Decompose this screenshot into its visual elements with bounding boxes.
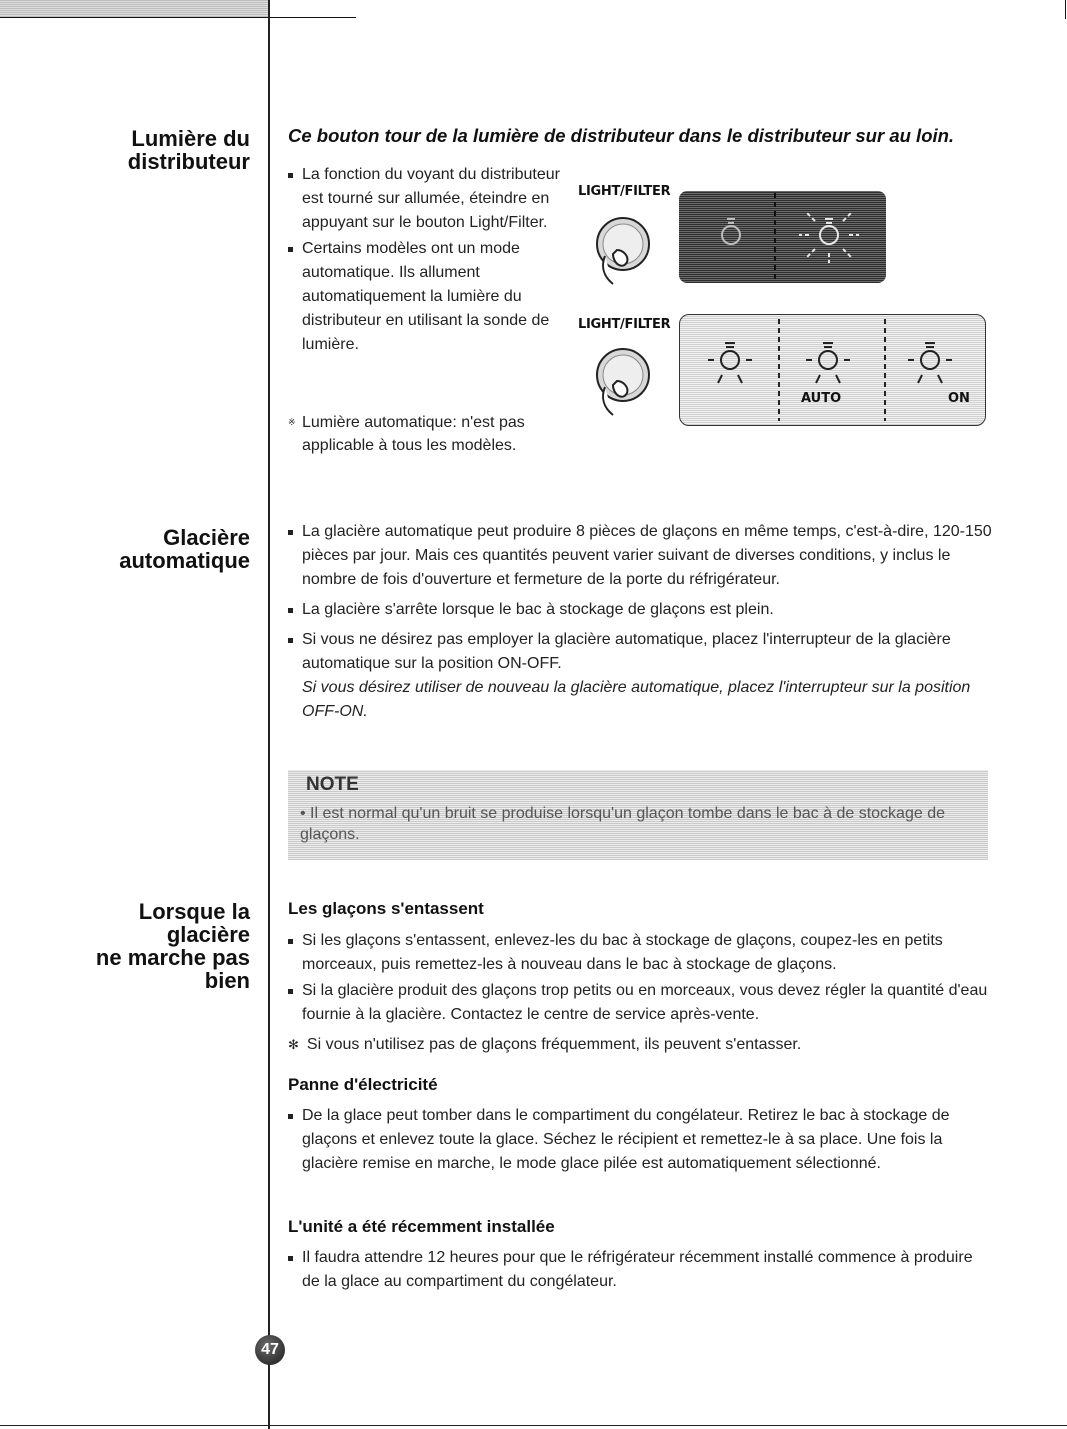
mode-auto-label: AUTO (801, 391, 842, 406)
section-title-dispenser-light: Lumière du distributeur (127, 126, 250, 174)
list-item: La glacière automatique peut produire 8 pièces de glaçons en même temps, c'est-à-dire, 120-150 pièces par jour. Mais ces quantités peuvent varier suivant de diverses conditions, y inclus le nombre de fois d'ouverture et fermeture de la porte du réfrigérateur. (288, 520, 993, 592)
note-title: NOTE (306, 774, 359, 795)
subheading-recently-installed: L'unité a été récemment installée (288, 1217, 555, 1236)
header-rule (0, 17, 356, 18)
note-box (288, 770, 988, 860)
tip-asterisk-icon: ✻ (288, 1037, 299, 1052)
finger-press-icon (583, 345, 659, 421)
light-filter-label-1: LIGHT/FILTER (578, 184, 671, 199)
section-title-troubleshooting: Lorsque la glacière ne marche pas bien (95, 899, 250, 993)
dispenser-light-heading: Ce bouton tour de la lumière de distributeur dans le distributeur sur au loin. (288, 125, 955, 146)
list-item-text: Si vous ne désirez pas employer la glacière automatique, placez l'interrupteur de la glacière automatique sur la position ON-OFF. (302, 631, 951, 672)
header-right-edge (1065, 0, 1066, 19)
tip-line (288, 1033, 801, 1057)
subheading-power-failure: Panne d'électricité (288, 1075, 438, 1094)
recently-installed-list (288, 1246, 988, 1296)
list-item: La fonction du voyant du distributeur est tourné sur allumée, éteindre en appuyant sur le bouton Light/Filter. (288, 163, 568, 235)
list-item: De la glace peut tomber dans le compartiment du congélateur. Retirez le bac à stockage de glaçons et enlevez toute la glace. Séchez le récipient et remettez-le à sa place. Une fois la glacière remise en marche, le mode glace pilée est automatiquement sélectionné. (288, 1104, 988, 1176)
subheading-ice-clumps: Les glaçons s'entassent (288, 899, 484, 918)
header-tab (0, 0, 270, 17)
note-mark-icon: ※ (288, 417, 296, 427)
icemaker-list (288, 520, 993, 730)
list-item: La glacière s'arrête lorsque le bac à stockage de glaçons est plein. (288, 598, 993, 622)
power-failure-list (288, 1104, 988, 1178)
dispenser-light-list (288, 163, 568, 359)
mode-on-label: ON (948, 391, 970, 406)
margin-vertical-rule (268, 0, 270, 1429)
list-item: Si les glaçons s'entassent, enlevez-les du bac à stockage de glaçons, coupez-les en petits morceaux, puis remettez-les à nouveau dans le bac à stockage de glaçons. (288, 929, 988, 977)
bottom-rule (0, 1425, 1067, 1426)
light-mode-icons (680, 315, 985, 425)
finger-press-icon (583, 214, 659, 290)
auto-light-note-text: Lumière automatique: n'est pas applicable à tous les modèles. (302, 414, 525, 454)
list-item-continuation: Si vous désirez utiliser de nouveau la glacière automatique, placez l'interrupteur sur la position OFF-ON. (302, 679, 971, 720)
page-number-badge: 47 (255, 1335, 285, 1365)
list-item (288, 628, 993, 724)
auto-light-note (288, 411, 572, 457)
note-text: • Il est normal qu'un bruit se produise lorsqu'un glaçon tombe dans le bac à de stockage de glaçons. (300, 805, 945, 843)
list-item: Certains modèles ont un mode automatique. Ils allument automatiquement la lumière du distributeur en utilisant la sonde de lumière. (288, 237, 568, 357)
tip-text: Si vous n'utilisez pas de glaçons fréquemment, ils peuvent s'entasser. (306, 1036, 802, 1053)
dispenser-display-dark (679, 191, 886, 283)
list-item: Il faudra attendre 12 heures pour que le réfrigérateur récemment installé commence à produire de la glace au compartiment du congélateur. (288, 1246, 988, 1294)
dispenser-display-auto (679, 314, 986, 426)
light-filter-label-2: LIGHT/FILTER (578, 317, 671, 332)
list-item: Si la glacière produit des glaçons trop petits ou en morceaux, vous devez régler la quantité d'eau fournie à la glacière. Contactez le centre de service après-vente. (288, 979, 988, 1027)
ice-clumps-list (288, 929, 988, 1029)
section-title-icemaker: Glacière automatique (119, 525, 250, 573)
light-off-on-icons (679, 191, 886, 283)
